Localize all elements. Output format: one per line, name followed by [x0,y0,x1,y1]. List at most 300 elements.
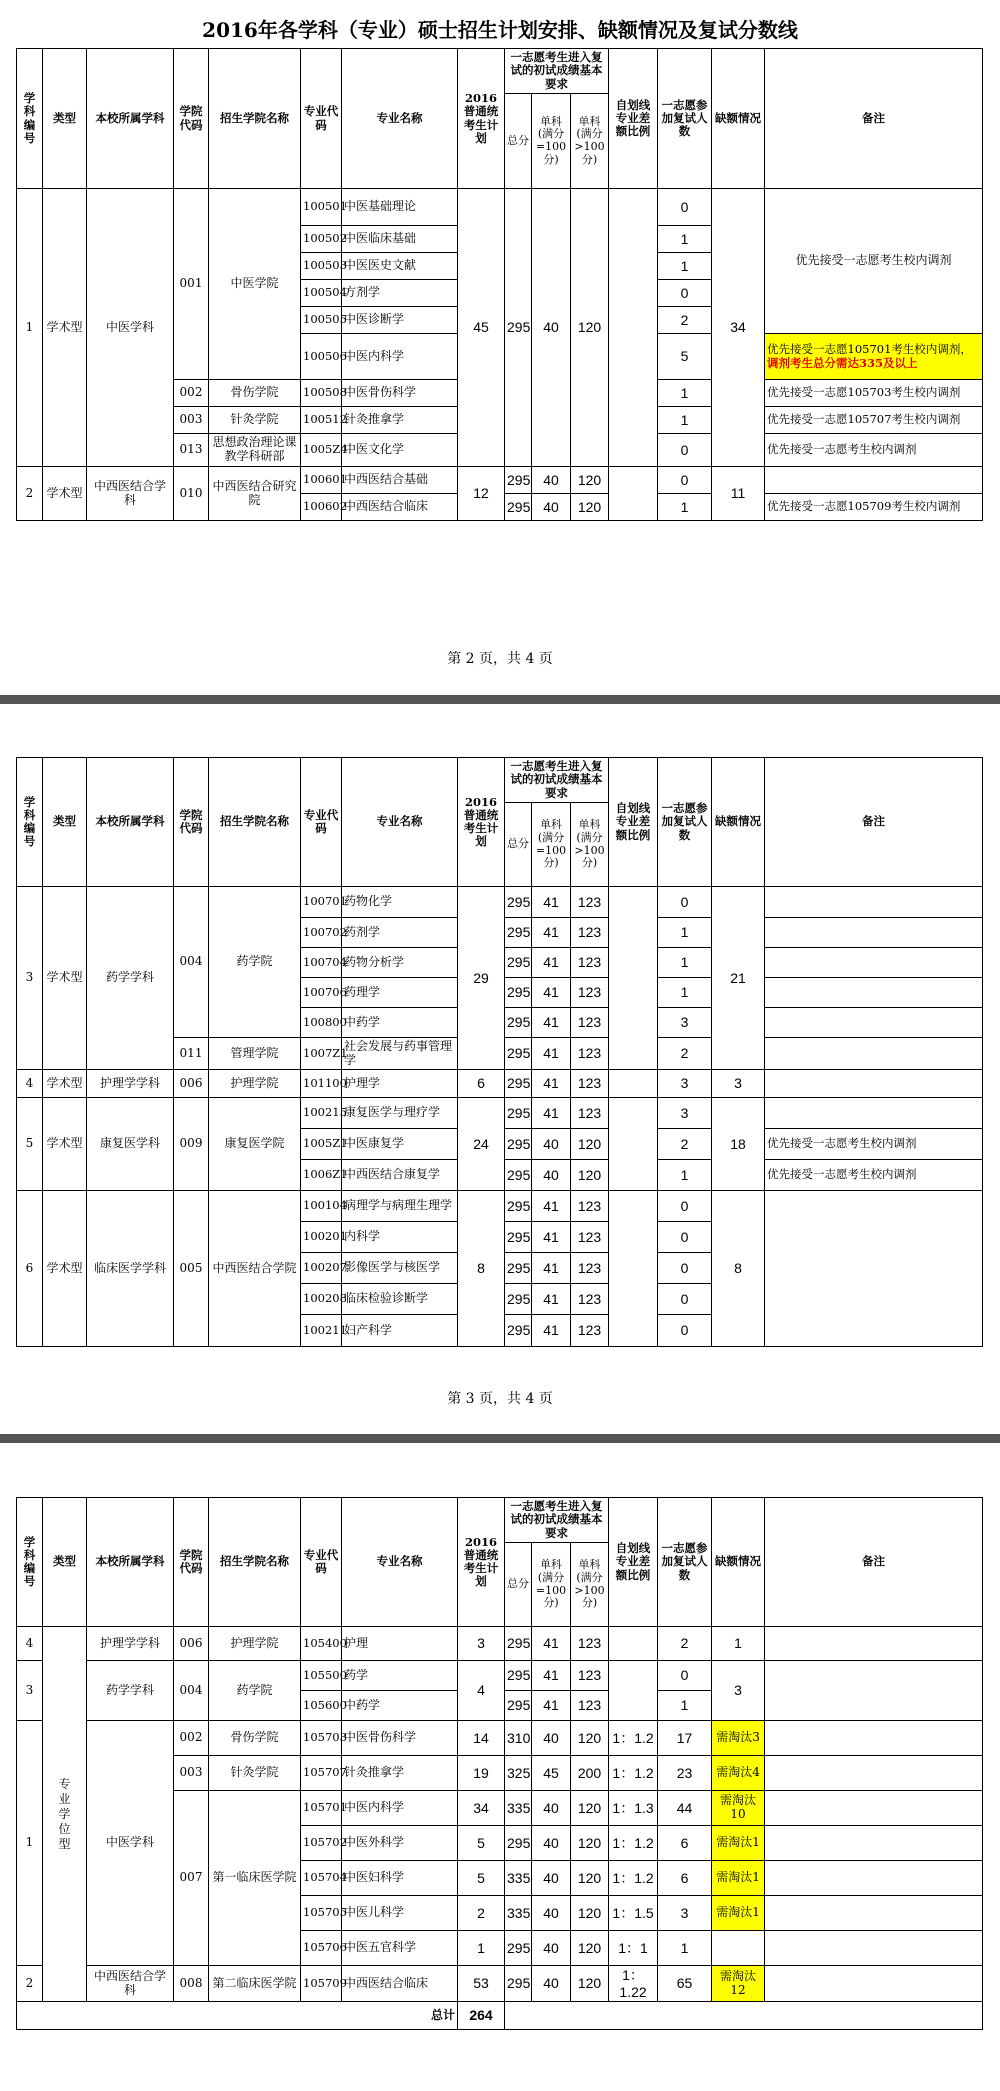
vacancy-status: 需淘汰4 [712,1756,765,1791]
total-score: 295 [505,494,532,521]
major-code: 100602 [301,494,342,521]
header-college-name: 招生学院名称 [209,758,301,887]
total-score: 295 [505,1191,532,1222]
plan-count: 29 [458,887,505,1070]
single-gt100: 120 [571,1129,609,1160]
major-code: 100704 [301,948,342,978]
discipline: 中医学科 [87,1721,174,1966]
plan-count: 53 [458,1966,505,2002]
major-name: 中医康复学 [342,1129,458,1160]
header-ratio: 自划线专业差额比例 [609,758,658,887]
header-discipline: 本校所属学科 [87,758,174,887]
major-name: 中医骨伤科学 [342,1721,458,1756]
header-plan: 2016普通统考生计划 [458,49,505,189]
single-100: 40 [532,1826,571,1861]
college-code: 006 [174,1070,209,1098]
note [765,1661,983,1721]
single-gt100: 123 [571,948,609,978]
header-type: 类型 [43,758,87,887]
major-name: 妇产科学 [342,1315,458,1347]
ratio [609,1627,658,1661]
total-score: 335 [505,1861,532,1896]
single-100: 41 [532,1008,571,1038]
note [765,1191,983,1347]
single-100: 41 [532,1253,571,1284]
vacancy: 3 [712,1070,765,1098]
college-name: 药学院 [209,1661,301,1721]
header-college-name: 招生学院名称 [209,49,301,189]
discipline: 中西医结合学科 [87,467,174,521]
type: 学术型 [43,467,87,521]
header-major-code: 专业代码 [301,1498,342,1627]
ratio [609,1070,658,1098]
major-code: 105600 [301,1691,342,1721]
applicant-count: 0 [658,1253,712,1284]
applicant-count: 0 [658,280,712,307]
vacancy: 18 [712,1098,765,1191]
header-college-code: 学院代码 [174,758,209,887]
major-code: 100505 [301,307,342,334]
college-name: 骨伤学院 [209,1721,301,1756]
total-score: 325 [505,1756,532,1791]
single-gt100: 120 [571,1896,609,1931]
type-label: 专业学位型 [58,1776,71,1851]
applicant-count: 2 [658,1627,712,1661]
applicant-count: 1 [658,1691,712,1721]
major-name: 中医骨伤科学 [342,380,458,407]
college-name: 中西医结合研究院 [209,467,301,521]
single-gt100: 120 [571,467,609,494]
college-name: 针灸学院 [209,407,301,434]
major-name: 中医临床基础 [342,226,458,253]
major-name: 针灸推拿学 [342,407,458,434]
plan-count: 14 [458,1721,505,1756]
subject-no: 4 [17,1627,43,1661]
plan-table-page-2 [16,48,983,521]
single-gt100: 123 [571,1691,609,1721]
header-discipline: 本校所属学科 [87,1498,174,1627]
applicant-count: 2 [658,1038,712,1070]
single-100: 40 [532,189,571,467]
major-code: 100702 [301,918,342,948]
major-name: 中医妇科学 [342,1861,458,1896]
single-gt100: 120 [571,1931,609,1966]
single-gt100: 123 [571,1008,609,1038]
header-note: 备注 [765,758,983,887]
major-name: 中医内科学 [342,1791,458,1826]
major-code: 100502 [301,226,342,253]
applicant-count: 6 [658,1861,712,1896]
total-score: 295 [505,1966,532,2002]
major-code: 105705 [301,1896,342,1931]
single-gt100: 123 [571,978,609,1008]
applicant-count: 3 [658,1070,712,1098]
plan-count: 5 [458,1861,505,1896]
ratio [609,887,658,1070]
type: 学术型 [43,1098,87,1191]
discipline: 药学学科 [87,887,174,1070]
college-code: 004 [174,1661,209,1721]
page-divider [0,695,1000,704]
single-100: 40 [532,1129,571,1160]
header-college-name: 招生学院名称 [209,1498,301,1627]
single-gt100: 200 [571,1756,609,1791]
header-major-code: 专业代码 [301,758,342,887]
plan-count: 1 [458,1931,505,1966]
applicant-count: 0 [658,887,712,918]
header-discipline: 本校所属学科 [87,49,174,189]
header-college-code: 学院代码 [174,1498,209,1627]
applicant-count: 2 [658,307,712,334]
major-name: 方剂学 [342,280,458,307]
note [765,918,983,948]
applicant-count: 1 [658,494,712,521]
major-code: 1005Z1 [301,1129,342,1160]
major-name: 中药学 [342,1691,458,1721]
total-score: 295 [505,1627,532,1661]
major-code: 100800 [301,1008,342,1038]
ratio [609,189,658,467]
total-score: 295 [505,1070,532,1098]
college-code: 001 [174,189,209,380]
plan-count: 4 [458,1661,505,1721]
header-college-code: 学院代码 [174,49,209,189]
major-name: 中医儿科学 [342,1896,458,1931]
total-value: 264 [458,2002,505,2030]
ratio: 1：1 [609,1931,658,1966]
applicant-count: 0 [658,1191,712,1222]
college-code: 009 [174,1098,209,1191]
college-code: 003 [174,1756,209,1791]
header-count: 一志愿参加复试人数 [658,1498,712,1627]
subject-no: 6 [17,1191,43,1347]
single-100: 41 [532,1284,571,1315]
discipline: 中医学科 [87,189,174,467]
page-number: 第 3 页，共 4 页 [447,1391,553,1407]
header-count: 一志愿参加复试人数 [658,758,712,887]
applicant-count: 44 [658,1791,712,1826]
note [765,1038,983,1070]
major-code: 100215 [301,1098,342,1129]
college-code: 004 [174,887,209,1038]
note [765,1070,983,1098]
single-100: 41 [532,948,571,978]
applicant-count: 23 [658,1756,712,1791]
major-code: 100504 [301,280,342,307]
applicant-count: 1 [658,253,712,280]
college-code: 011 [174,1038,209,1070]
ratio: 1：1.5 [609,1896,658,1931]
major-code: 105703 [301,1721,342,1756]
single-gt100: 123 [571,1627,609,1661]
header-single-gt100: 单科(满分>100分) [571,94,609,189]
plan-count: 6 [458,1070,505,1098]
applicant-count: 0 [658,1315,712,1347]
single-100: 40 [532,1966,571,2002]
subject-no: 4 [17,1070,43,1098]
vacancy-status [712,1931,765,1966]
header-total: 总分 [505,1543,532,1627]
major-name: 病理学与病理生理学 [342,1191,458,1222]
ratio: 1：1.2 [609,1721,658,1756]
major-code: 1007Z1 [301,1038,342,1070]
type: 学术型 [43,1191,87,1347]
single-gt100: 120 [571,1861,609,1896]
single-gt100: 120 [571,1791,609,1826]
discipline: 护理学学科 [87,1070,174,1098]
note [765,1098,983,1129]
header-count: 一志愿参加复试人数 [658,49,712,189]
college-name: 护理学院 [209,1627,301,1661]
major-code: 100201 [301,1222,342,1253]
major-code: 100601 [301,467,342,494]
single-gt100: 123 [571,1284,609,1315]
single-100: 41 [532,1691,571,1721]
plan-count: 24 [458,1098,505,1191]
major-code: 100104 [301,1191,342,1222]
ratio [609,1098,658,1191]
applicant-count: 6 [658,1826,712,1861]
note [765,1826,983,1861]
ratio: 1：1.2 [609,1861,658,1896]
applicant-count: 1 [658,948,712,978]
single-100: 41 [532,887,571,918]
college-code: 013 [174,434,209,467]
college-name: 中医学院 [209,189,301,380]
major-name: 护理 [342,1627,458,1661]
applicant-count: 2 [658,1129,712,1160]
applicant-count: 0 [658,1284,712,1315]
total-score: 295 [505,1661,532,1691]
college-name: 骨伤学院 [209,380,301,407]
total-score: 295 [505,1098,532,1129]
applicant-count: 0 [658,1661,712,1691]
header-single-100: 单科(满分=100分) [532,1543,571,1627]
header-single-gt100: 单科(满分>100分) [571,803,609,887]
total-score: 295 [505,1284,532,1315]
ratio [609,467,658,521]
single-100: 41 [532,1315,571,1347]
single-gt100: 123 [571,1661,609,1691]
header-requirement: 一志愿考生进入复试的初试成绩基本要求 [505,49,609,94]
single-100: 40 [532,1931,571,1966]
total-score: 295 [505,1222,532,1253]
header-single-100: 单科(满分=100分) [532,94,571,189]
note [765,1861,983,1896]
plan-count: 45 [458,189,505,467]
header-single-100: 单科(满分=100分) [532,803,571,887]
single-100: 40 [532,1791,571,1826]
applicant-count: 1 [658,407,712,434]
ratio: 1：1.22 [609,1966,658,2002]
header-ratio: 自划线专业差额比例 [609,1498,658,1627]
header-major-name: 专业名称 [342,1498,458,1627]
total-score: 295 [505,1315,532,1347]
single-gt100: 120 [571,1966,609,2002]
note [765,1721,983,1756]
total-score: 295 [505,1008,532,1038]
subject-no: 2 [17,1966,43,2002]
major-code: 105701 [301,1791,342,1826]
plan-count: 12 [458,467,505,521]
major-name: 护理学 [342,1070,458,1098]
major-name: 药理学 [342,978,458,1008]
major-code: 105709 [301,1966,342,2002]
vacancy: 3 [712,1661,765,1721]
vacancy-status: 需淘汰3 [712,1721,765,1756]
college-code: 007 [174,1791,209,1966]
college-code: 006 [174,1627,209,1661]
single-100: 41 [532,1661,571,1691]
header-major-name: 专业名称 [342,758,458,887]
single-gt100: 120 [571,1826,609,1861]
vacancy: 11 [712,467,765,521]
discipline: 药学学科 [87,1661,174,1721]
header-note: 备注 [765,49,983,189]
major-code: 105706 [301,1931,342,1966]
total-score: 295 [505,1038,532,1070]
applicant-count: 0 [658,434,712,467]
page-divider [0,1434,1000,1443]
major-code: 100503 [301,253,342,280]
note [765,1008,983,1038]
major-name: 药剂学 [342,918,458,948]
single-gt100: 123 [571,1098,609,1129]
subject-no: 3 [17,1661,43,1721]
note [765,1931,983,1966]
major-code: 105707 [301,1756,342,1791]
type [43,1627,87,2002]
major-name: 中西医结合基础 [342,467,458,494]
applicant-count: 1 [658,1931,712,1966]
total-score: 295 [505,1691,532,1721]
single-100: 41 [532,1222,571,1253]
header-plan: 2016普通统考生计划 [458,1498,505,1627]
vacancy: 34 [712,189,765,467]
single-100: 40 [532,467,571,494]
header-requirement: 一志愿考生进入复试的初试成绩基本要求 [505,1498,609,1543]
plan-count: 3 [458,1627,505,1661]
note-highlighted [765,334,983,380]
total-score: 335 [505,1896,532,1931]
discipline: 康复医学科 [87,1098,174,1191]
note [765,1966,983,2002]
type: 学术型 [43,887,87,1070]
college-name: 管理学院 [209,1038,301,1070]
college-name: 药学院 [209,887,301,1038]
header-single-gt100: 单科(满分>100分) [571,1543,609,1627]
ratio: 1：1.2 [609,1826,658,1861]
major-name: 药学 [342,1661,458,1691]
major-name: 中医外科学 [342,1826,458,1861]
header-requirement: 一志愿考生进入复试的初试成绩基本要求 [505,758,609,803]
single-100: 40 [532,1721,571,1756]
vacancy: 8 [712,1191,765,1347]
applicant-count: 1 [658,380,712,407]
major-name: 药物化学 [342,887,458,918]
single-gt100: 120 [571,1721,609,1756]
applicant-count: 65 [658,1966,712,2002]
total-score: 295 [505,1931,532,1966]
single-100: 41 [532,1098,571,1129]
major-code: 100706 [301,978,342,1008]
header-subject-no: 学科编号 [17,49,43,189]
vacancy-status: 需淘汰1 [712,1861,765,1896]
subject-no: 1 [17,189,43,467]
college-name: 护理学院 [209,1070,301,1098]
ratio [609,1191,658,1347]
college-name: 康复医学院 [209,1098,301,1191]
note: 优先接受一志愿考生校内调剂 [765,1160,983,1191]
single-gt100: 123 [571,1315,609,1347]
major-code: 1005Z4 [301,434,342,467]
applicant-count: 3 [658,1098,712,1129]
major-code: 101100 [301,1070,342,1098]
applicant-count: 0 [658,1222,712,1253]
single-100: 45 [532,1756,571,1791]
applicant-count: 0 [658,467,712,494]
major-name: 中医基础理论 [342,189,458,226]
single-gt100: 120 [571,494,609,521]
applicant-count: 1 [658,918,712,948]
vacancy-status: 需淘汰1 [712,1896,765,1931]
subject-no: 5 [17,1098,43,1191]
single-100: 41 [532,1627,571,1661]
subject-no: 1 [17,1721,43,1966]
major-name: 中医医史文献 [342,253,458,280]
major-code: 105704 [301,1861,342,1896]
major-code: 100211 [301,1315,342,1347]
single-gt100: 123 [571,1038,609,1070]
type: 学术型 [43,189,87,467]
note: 优先接受一志愿考生校内调剂 [765,1129,983,1160]
plan-count: 2 [458,1896,505,1931]
total-score: 295 [505,887,532,918]
page-title: 2016年各学科（专业）硕士招生计划安排、缺额情况及复试分数线 [202,18,798,42]
note [765,1627,983,1661]
single-100: 41 [532,1070,571,1098]
major-code: 100508 [301,380,342,407]
major-name: 针灸推拿学 [342,1756,458,1791]
total-score: 295 [505,467,532,494]
major-code: 105702 [301,1826,342,1861]
major-name: 药物分析学 [342,948,458,978]
total-score: 310 [505,1721,532,1756]
total-score: 295 [505,948,532,978]
college-name: 第一临床医学院 [209,1791,301,1966]
single-100: 40 [532,1160,571,1191]
header-total: 总分 [505,803,532,887]
header-total: 总分 [505,94,532,189]
header-note: 备注 [765,1498,983,1627]
type: 学术型 [43,1070,87,1098]
major-name: 中医文化学 [342,434,458,467]
single-100: 41 [532,1191,571,1222]
single-100: 41 [532,918,571,948]
applicant-count: 1 [658,978,712,1008]
applicant-count: 3 [658,1896,712,1931]
single-100: 41 [532,1038,571,1070]
header-ratio: 自划线专业差额比例 [609,49,658,189]
major-name: 中西医结合临床 [342,494,458,521]
single-gt100: 123 [571,1191,609,1222]
note [765,1756,983,1791]
ratio [609,1661,658,1721]
applicant-count: 5 [658,334,712,380]
note: 优先接受一志愿考生校内调剂 [765,434,983,467]
major-code: 105400 [301,1627,342,1661]
total-score: 295 [505,1253,532,1284]
